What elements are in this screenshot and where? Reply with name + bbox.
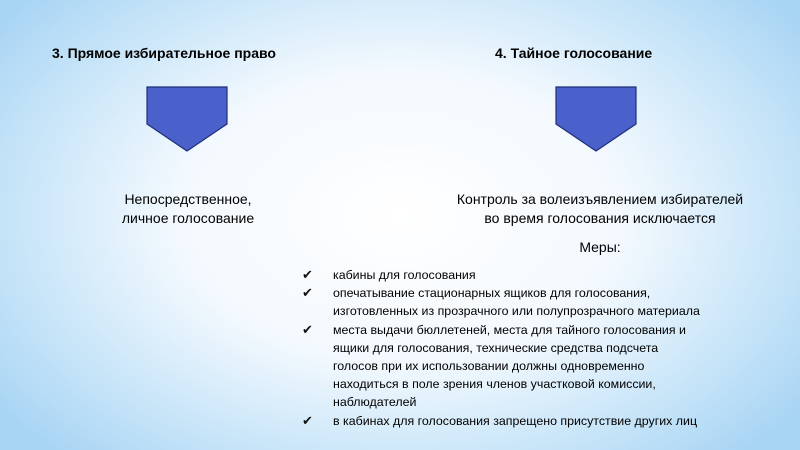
heading-direct-suffrage: 3. Прямое избирательное право [52,45,276,61]
measure-line: изготовленных из прозрачного или полупрозрачного материала [333,304,700,319]
measure-line: в кабинах для голосования запрещено присутствие других лиц [333,413,698,428]
measure-line: голосов при их использовании должны одновременно [333,359,645,374]
check-mark-icon: ✔ [302,285,313,301]
down-arrow-icon [146,86,228,152]
heading-secret-ballot: 4. Тайное голосование [495,45,653,61]
measures-label: Меры: [579,239,621,255]
measure-line: находиться в поле зрения членов участковой комиссии, [333,377,656,392]
description-line: во время голосования исключается [484,210,716,226]
down-arrow-icon [555,86,637,152]
measures-list [302,266,782,430]
check-mark-icon: ✔ [302,412,313,428]
description-line: личное голосование [121,210,255,226]
measure-item [302,284,782,320]
measure-line: ящики для голосования, технические средства подсчета [333,340,659,355]
measure-item [302,412,782,430]
secret-ballot-description [410,190,790,228]
measure-line: кабины для голосования [333,268,476,282]
check-mark-icon: ✔ [302,267,313,282]
measure-line: наблюдателей [333,395,417,410]
description-line: Контроль за волеизъявлением избирателей [456,191,744,207]
description-line: Непосредственное, [124,191,252,207]
measure-item [302,266,782,284]
measure-line: места выдачи бюллетеней, места для тайного голосования и [333,322,686,337]
direct-suffrage-description [88,190,288,228]
measure-line: опечатывание стационарных ящиков для голосования, [333,286,651,301]
measure-item [302,321,782,412]
check-mark-icon: ✔ [302,321,313,337]
